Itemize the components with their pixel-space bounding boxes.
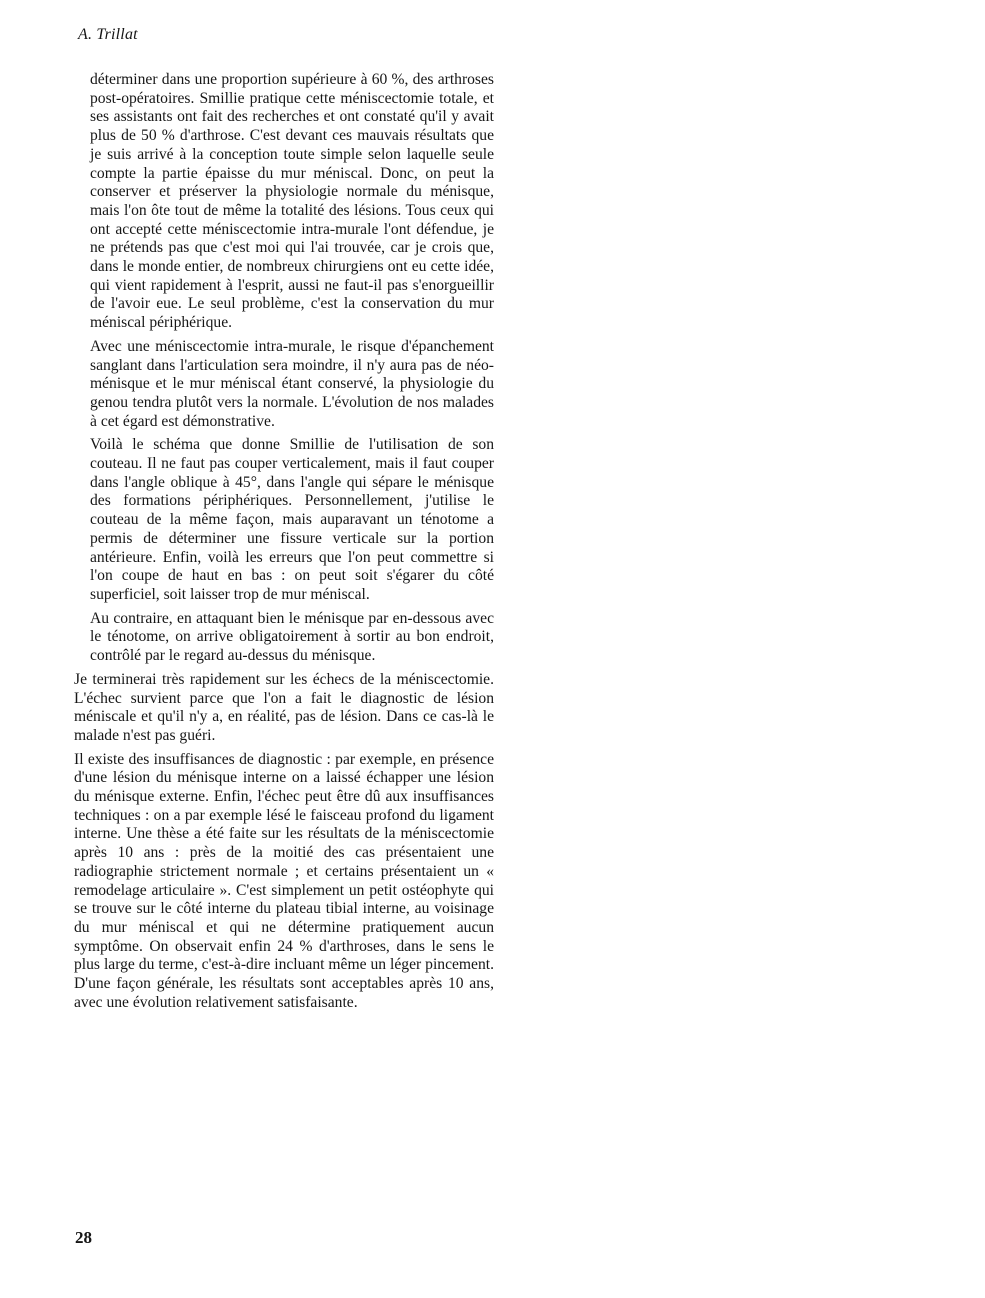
running-head-author: A. Trillat [78,26,138,43]
page-number: 28 [75,1228,92,1247]
paragraph-meniscectomy-results: déterminer dans une proportion supérieure à 60 %, des arthroses post-opératoires. Smillie pratique cette méniscectomie totale, et ses assistants ont fait des recherches et ont constaté qu'il y avait plus de 50 % d'arthrose. C'est devant ces mauvais résultats que je suis arrivé à la conception toute simple selon laquelle seule compte la partie épaisse du mur méniscal. Donc, on peut la conserver et préserver la physiologie normale du ménisque, mais l'on ôte tout de même la totalité des lésions. Tous ceux qui ont accepté cette méniscectomie intra-murale l'ont défendue, je ne prétends pas que c'est moi qui l'ai trouvée, car je crois que, dans le monde entier, de nombreux chirurgiens ont eu cette idée, qui vient rapidement à l'esprit, aussi ne faut-il pas s'enorgueillir de l'avoir eue. Le seul problème, c'est la conservation du mur méniscal périphérique. [90,71,494,332]
paragraph-smillie-knife: Voilà le schéma que donne Smillie de l'utilisation de son couteau. Il ne faut pas couper verticalement, mais il faut couper dans l'angle oblique à 45°, dans l'angle qui sépare le ménisque des formations périphériques. Personnellement, j'utilise le couteau de la même façon, mais auparavant un ténotome a permis de déterminer une fissure verticale sur la portion antérieure. Enfin, voilà les erreurs que l'on peut commettre si l'on coupe de haut en bas : on peut soit s'égarer du côté superficiel, soit laisser trop de mur méniscal. [90,436,494,603]
paragraph-diagnostic-insufficiencies: Il existe des insuffisances de diagnostic : par exemple, en présence d'une lésion du ménisque interne on a laissé échapper une lésion du ménisque externe. Enfin, l'échec peut être dû aux insuffisances techniques : on a par exemple lésé le faisceau profond du ligament interne. Une thèse a été faite sur les résultats de la méniscectomie après 10 ans : près de la moitié des cas présentaient une radiographie strictement normale ; et certains présentaient un « remodelage articulaire ». C'est simplement un petit ostéophyte qui se trouve sur le côté interne du plateau tibial interne, au voisinage du mur méniscal et qui ne détermine pratiquement aucun symptôme. On observait enfin 24 % d'arthroses, dans le sens le plus large du terme, c'est-à-dire incluant même un léger pincement. D'une façon générale, les résultats sont acceptables après 10 ans, avec une évolution relativement satisfaisante. [74,750,494,1011]
paragraph-failures: Je terminerai très rapidement sur les échecs de la méniscectomie. L'échec survient parce que l'on a fait le diagnostic de lésion méniscale et qu'il n'y a, en réalité, pas de lésion. Dans ce cas-là le malade n'est pas guéri. [74,670,494,744]
text-column [74,71,494,1017]
paragraph-intra-mural: Avec une méniscectomie intra-murale, le risque d'épanchement sanglant dans l'articulation sera moindre, il n'y aura pas de néo-ménisque et le mur méniscal étant conservé, la physiologie du genou tendra plutôt vers la normale. L'évolution de nos malades à cet égard est démonstrative. [90,337,494,430]
paragraph-tenotome: Au contraire, en attaquant bien le ménisque par en-dessous avec le ténotome, on arrive obligatoirement à sortir au bon endroit, contrôlé par le regard au-dessus du ménisque. [90,609,494,665]
